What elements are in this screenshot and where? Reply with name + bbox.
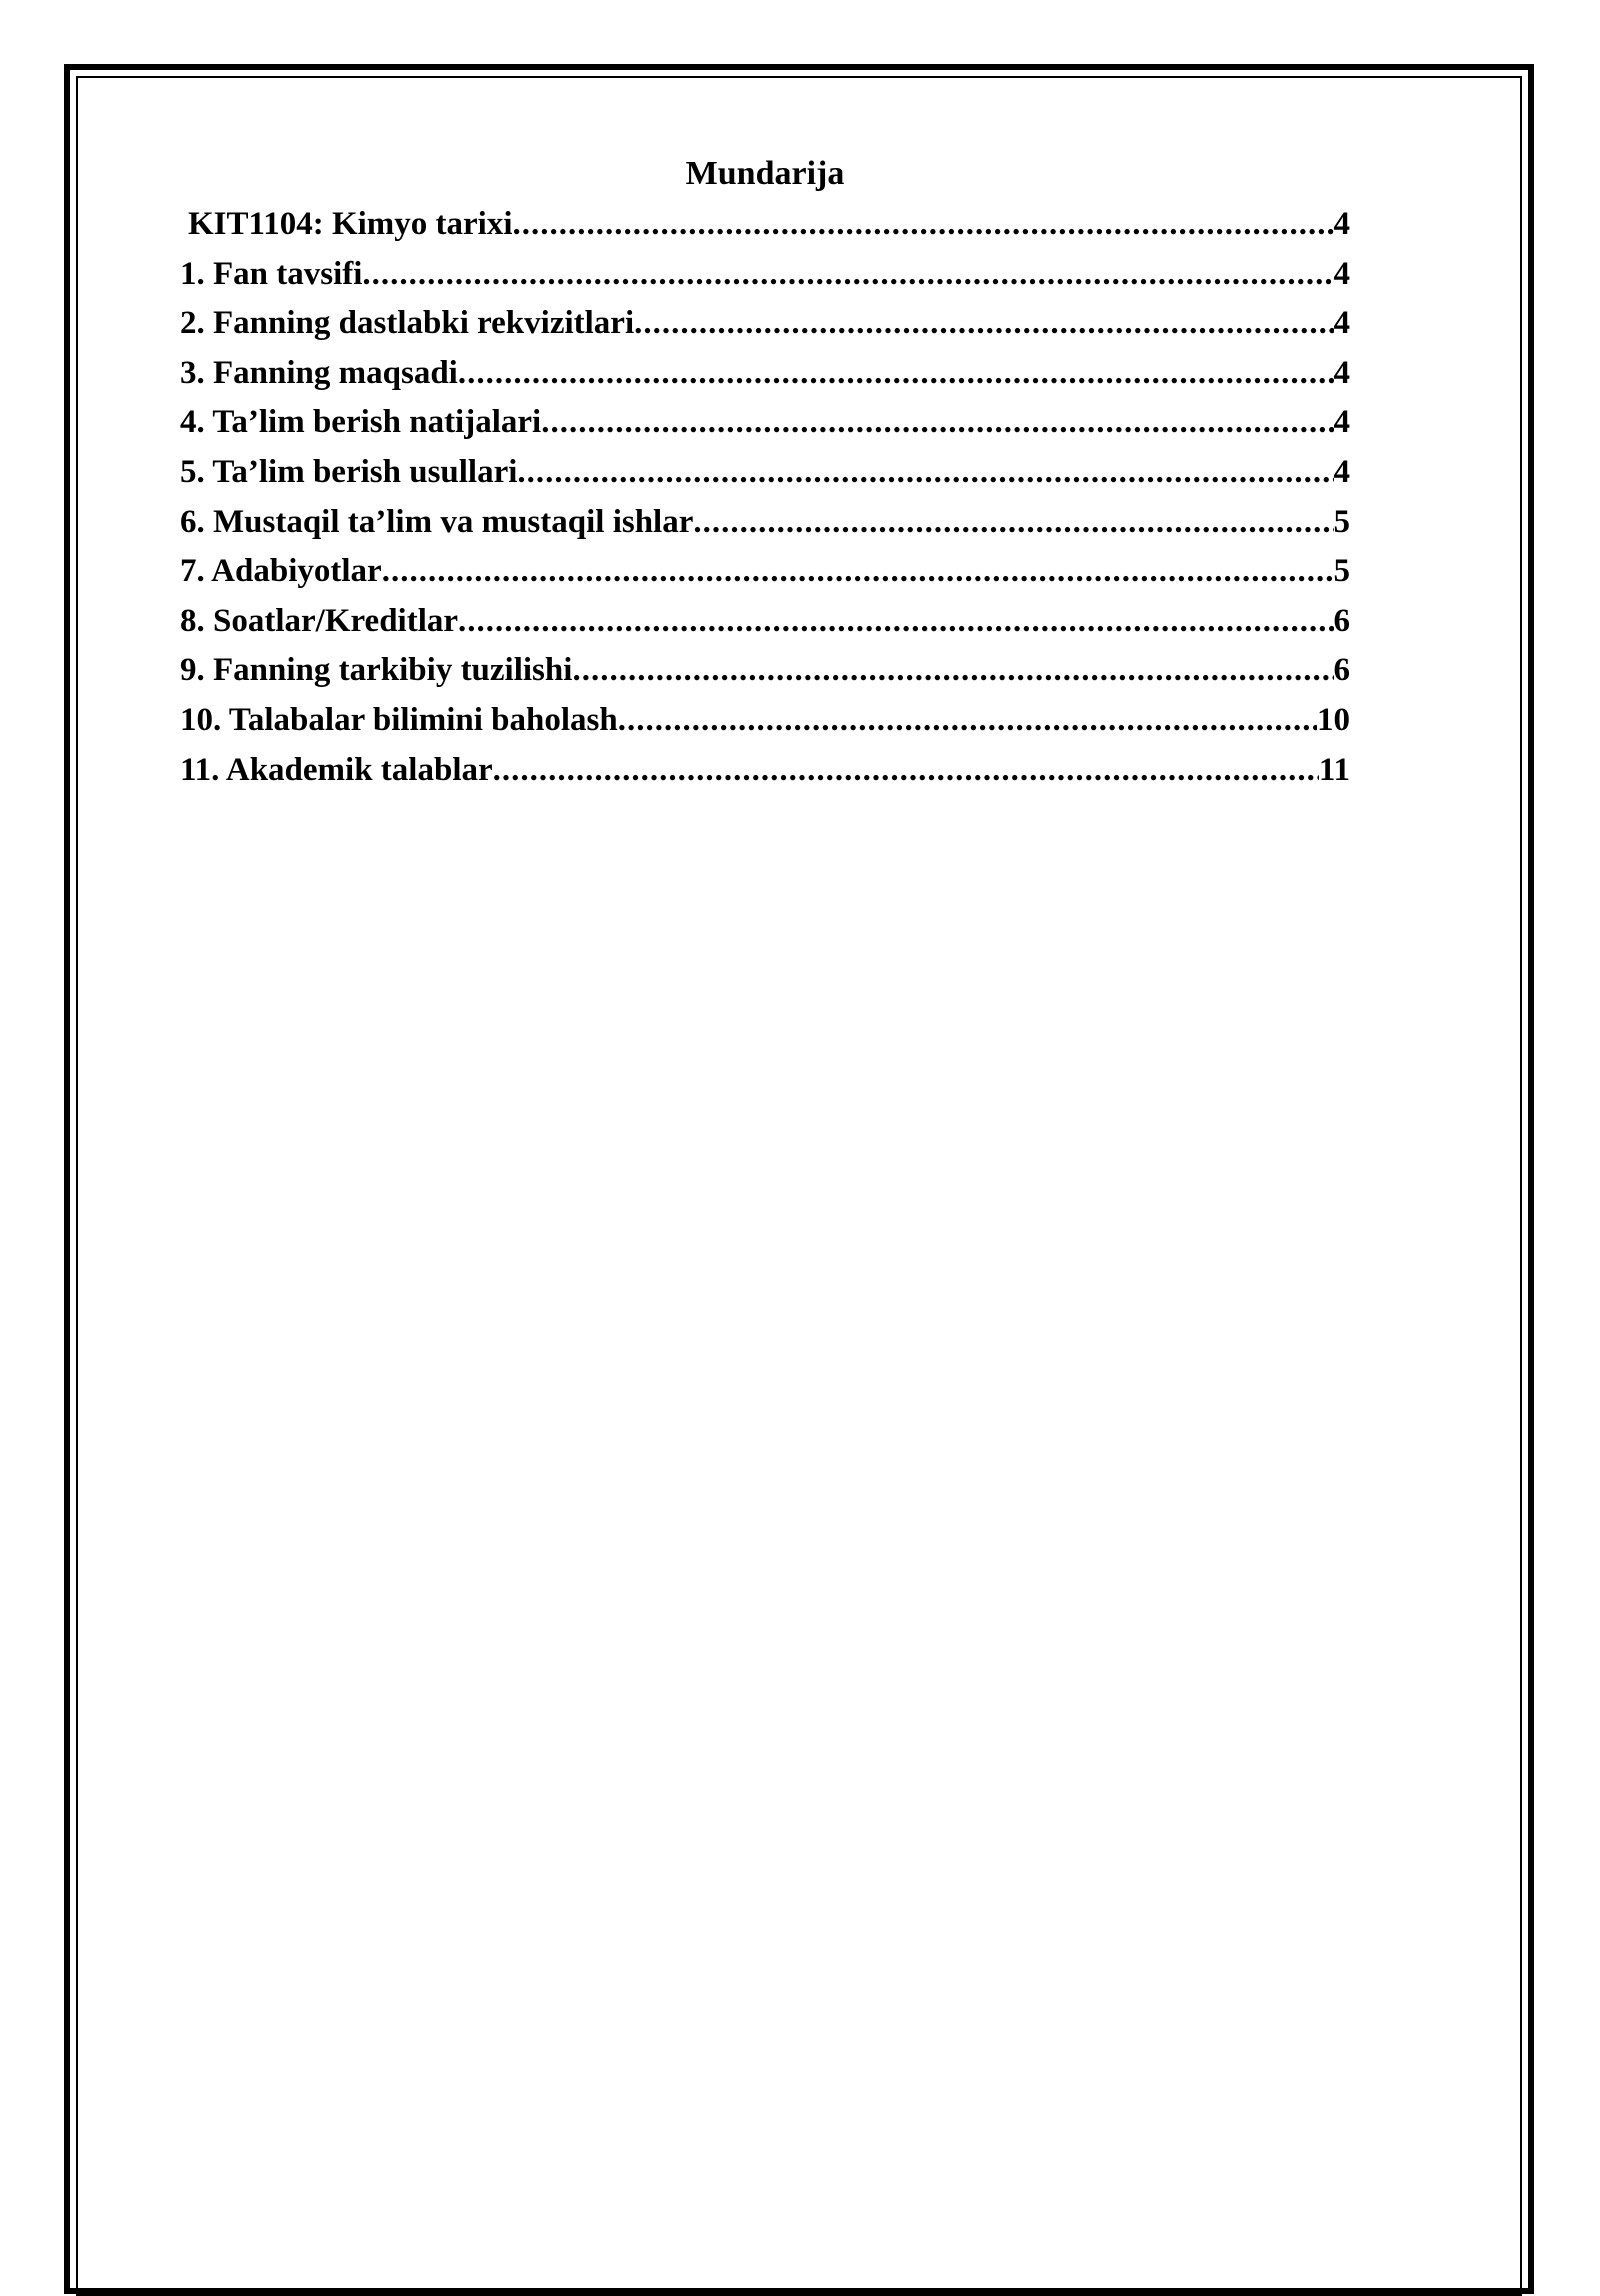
toc-entry-label: 11. Akademik talablar [180, 751, 493, 788]
toc-entry-page: 4 [1333, 453, 1350, 490]
table-of-contents [180, 148, 1350, 795]
toc-entry-3[interactable] [180, 349, 1350, 399]
toc-entry-page: 11 [1318, 751, 1350, 788]
toc-dot-leader [693, 498, 1333, 548]
toc-entry-label: 9. Fanning tarkibiy tuzilishi [180, 652, 573, 689]
toc-entry-7[interactable] [180, 547, 1350, 597]
toc-entry-11[interactable] [180, 746, 1350, 796]
toc-entry-label: 8. Soatlar/Kreditlar [180, 602, 459, 639]
toc-entry-page: 4 [1333, 255, 1350, 292]
toc-title: Mundarija [685, 155, 845, 192]
toc-entry-label: 5. Ta’lim berish usullari [180, 453, 518, 490]
toc-entry-page: 6 [1333, 602, 1350, 639]
toc-entry-page: 4 [1333, 404, 1350, 441]
toc-entry-page: 5 [1333, 553, 1350, 590]
toc-entry-label: 4. Ta’lim berish natijalari [180, 404, 542, 441]
toc-dot-leader [517, 448, 1333, 498]
toc-entry-page: 4 [1333, 354, 1350, 391]
toc-entry-course[interactable] [180, 200, 1350, 250]
toc-entry-5[interactable] [180, 448, 1350, 498]
toc-entry-label: 2. Fanning dastlabki rekvizitlari [180, 305, 635, 342]
toc-dot-leader [458, 349, 1334, 399]
toc-entry-label: KIT1104: Kimyo tarixi [188, 206, 513, 242]
toc-entry-label: 6. Mustaqil ta’lim va mustaqil ishlar [180, 503, 694, 540]
toc-entry-page: 5 [1333, 503, 1350, 540]
toc-dot-leader [513, 200, 1334, 250]
toc-entry-2[interactable] [180, 299, 1350, 349]
toc-dot-leader [618, 696, 1317, 746]
toc-dot-leader [572, 646, 1333, 696]
toc-entry-1[interactable] [180, 250, 1350, 300]
toc-list [180, 200, 1350, 795]
toc-dot-leader [634, 299, 1333, 349]
toc-entry-6[interactable] [180, 498, 1350, 548]
toc-entry-4[interactable] [180, 398, 1350, 448]
toc-entry-label: 10. Talabalar bilimini baholash [180, 701, 618, 738]
toc-entry-page: 4 [1333, 206, 1350, 242]
toc-entry-10[interactable] [180, 696, 1350, 746]
toc-dot-leader [493, 746, 1319, 796]
toc-entry-9[interactable] [180, 646, 1350, 696]
toc-dot-leader [458, 597, 1333, 647]
toc-entry-8[interactable] [180, 597, 1350, 647]
toc-entry-page: 10 [1317, 701, 1350, 738]
toc-entry-page: 4 [1333, 305, 1350, 342]
toc-dot-leader [541, 398, 1333, 448]
toc-dot-leader [382, 547, 1334, 597]
toc-dot-leader [362, 250, 1333, 300]
toc-entry-label: 7. Adabiyotlar [180, 553, 382, 590]
toc-entry-page: 6 [1333, 652, 1350, 689]
toc-entry-label: 1. Fan tavsifi [180, 255, 363, 292]
toc-entry-label: 3. Fanning maqsadi [180, 354, 458, 391]
